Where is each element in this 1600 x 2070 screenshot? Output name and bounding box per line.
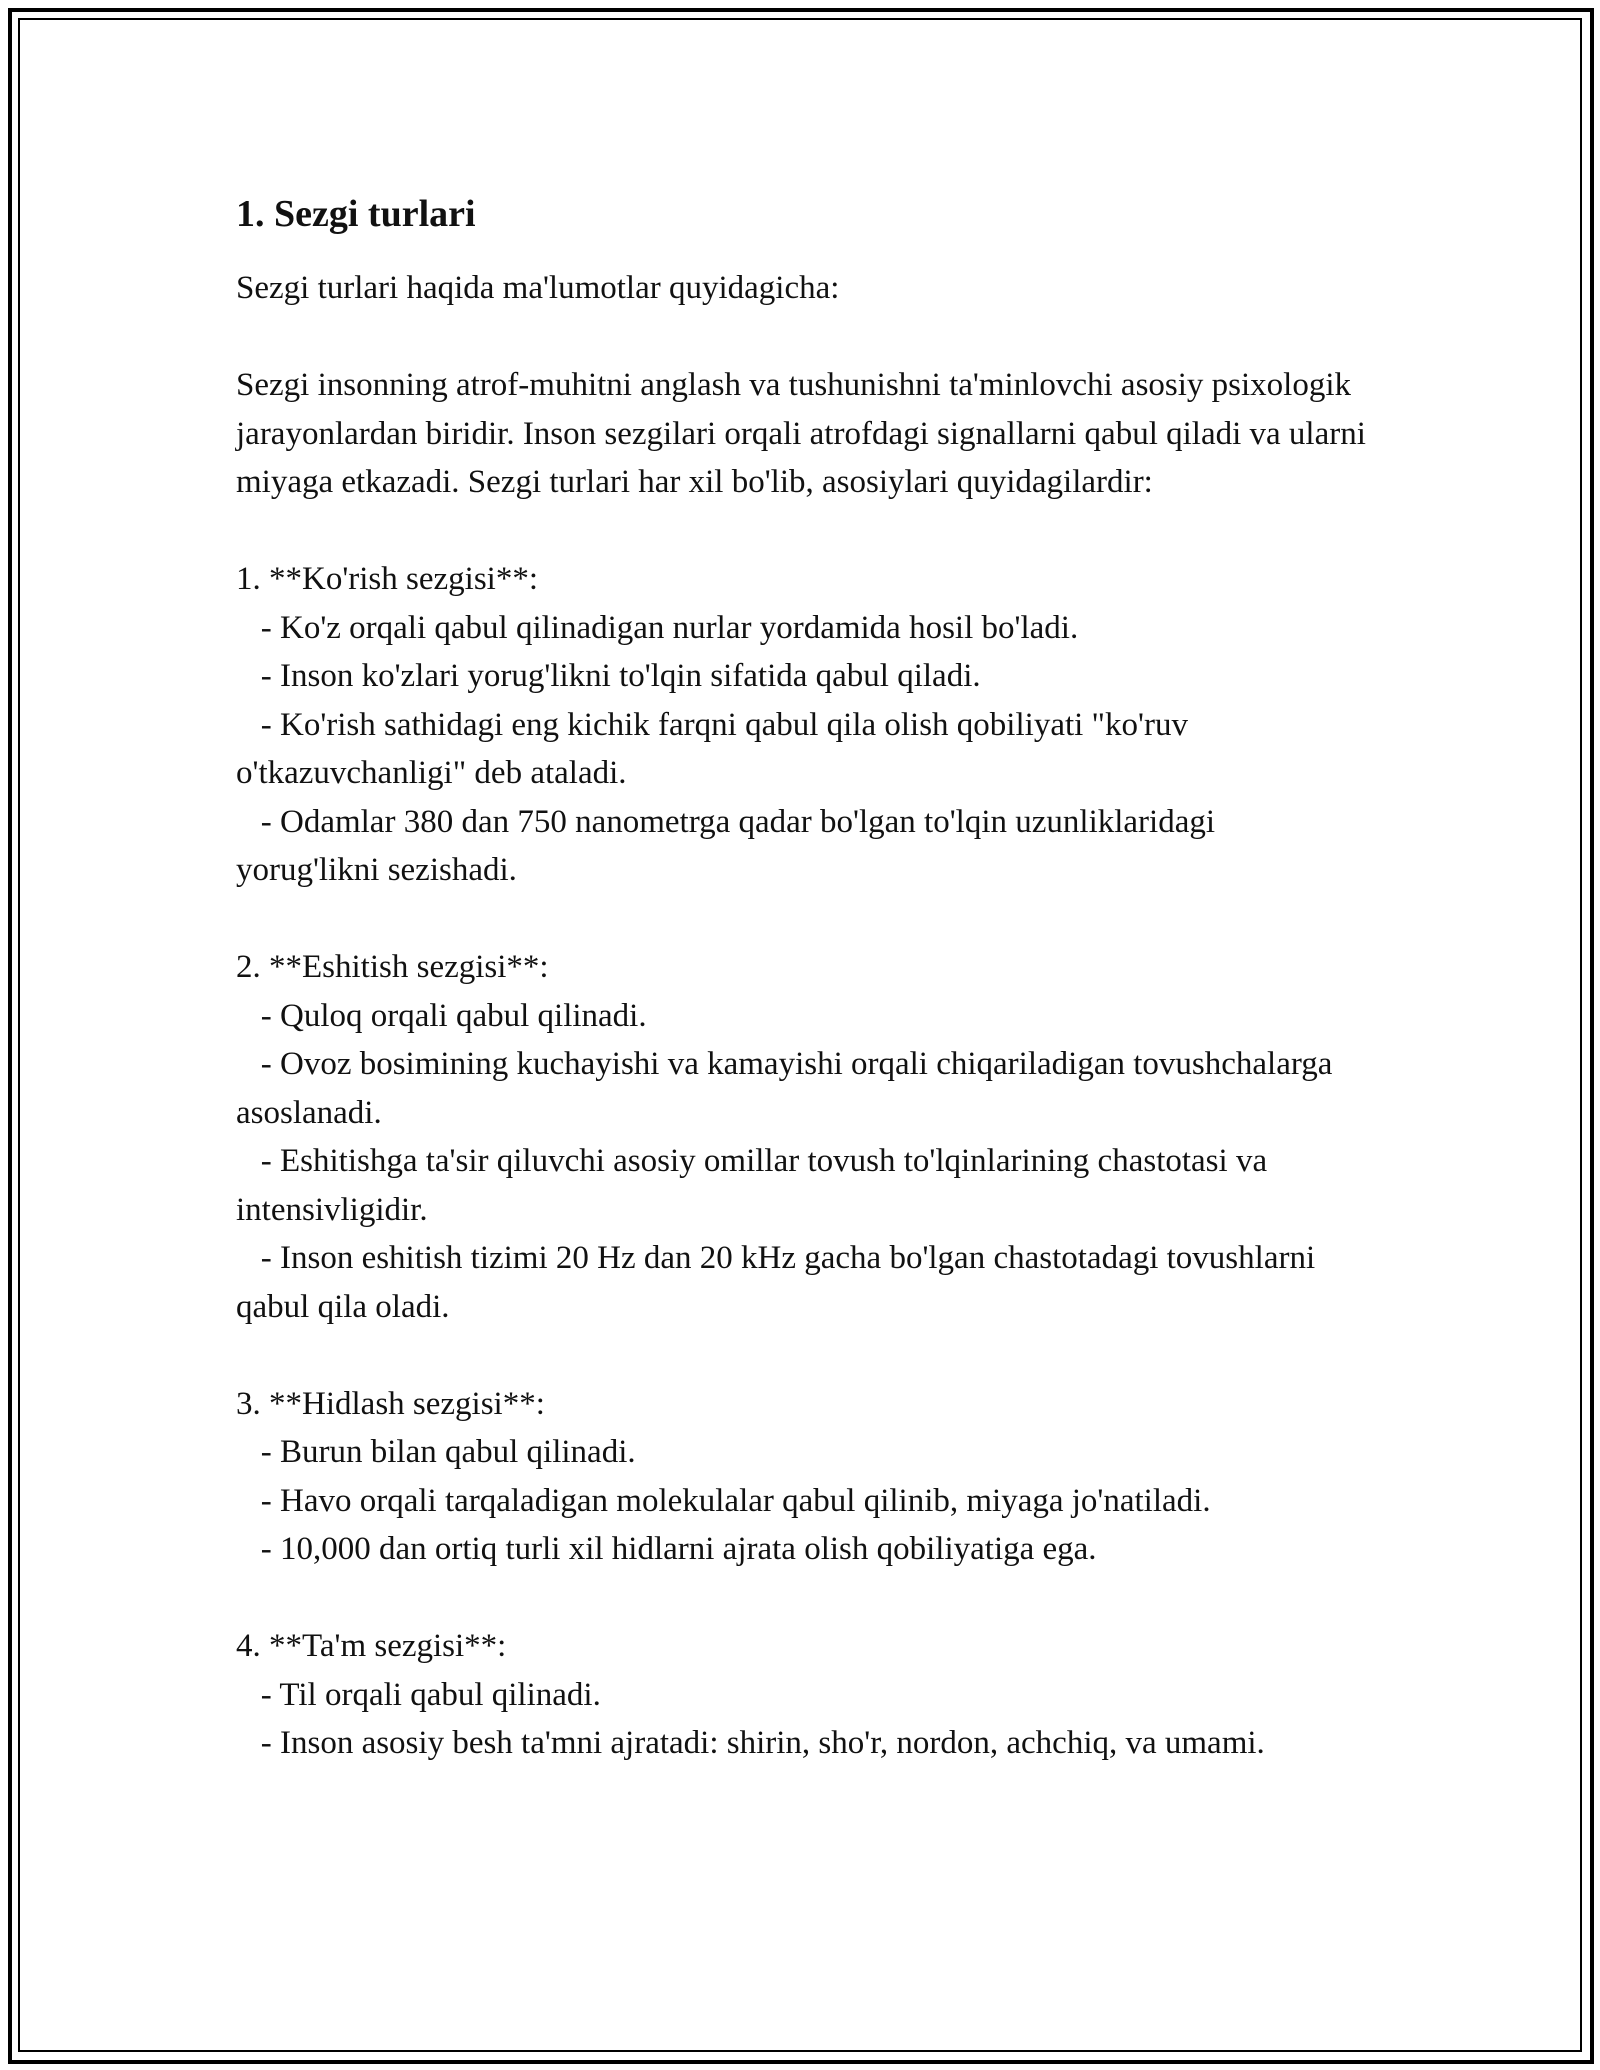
section-vision [236,555,1366,895]
spacer [236,1574,1366,1623]
bullet-item: - Eshitishga ta'sir qiluvchi asosiy omillar tovush to'lqinlarining chastotasi va intensivligidir. [236,1143,1276,1228]
section-hearing [236,943,1366,1331]
bullet-item: - Ko'z orqali qabul qilinadigan nurlar yordamida hosil bo'ladi. [236,609,1079,646]
bullet-item: - Quloq orqali qabul qilinadi. [236,997,647,1034]
bullet-item: - Odamlar 380 dan 750 nanometrga qadar bo'lgan to'lqin uzunliklaridagi yorug'likni sezishadi. [236,803,1224,888]
spacer [236,313,1366,362]
section-heading: 2. **Eshitish sezgisi**: [236,949,549,985]
bullet-item: - Ko'rish sathidagi eng kichik farqni qabul qila olish qobiliyati "ko'ruv o'tkazuvchanligi" deb ataladi. [236,706,1197,791]
bullet-item: - Inson asosiy besh ta'mni ajratadi: shirin, sho'r, nordon, achchiq, va umami. [236,1725,1265,1761]
bullet-item: - Burun bilan qabul qilinadi. [236,1434,636,1470]
intro-paragraph: Sezgi insonning atrof-muhitni anglash va tushunishni ta'minlovchi asosiy psixologik jarayonlardan biridir. Inson sezgilari orqali atrofdagi signallarni qabul qiladi va ularni miyaga etkazadi. Sezgi turlari har xil bo'lib, asosiylari quyidagilardir: [236,367,1375,500]
document-body [236,184,1375,1768]
bullet-item: - Havo orqali tarqaladigan molekulalar qabul qilinib, miyaga jo'natiladi. [236,1482,1211,1519]
page-title: 1. Sezgi turlari [236,193,476,235]
spacer [236,507,1366,556]
intro-text: Sezgi turlari haqida ma'lumotlar quyidagicha: [236,270,840,306]
bullet-item: - Inson eshitish tizimi 20 Hz dan 20 kHz gacha bo'lgan chastotadagi tovushlarni qabul qila oladi. [236,1240,1324,1325]
bullet-item: - 10,000 dan ortiq turli xil hidlarni ajrata olish qobiliyatiga ega. [236,1531,1097,1567]
spacer [236,895,1366,944]
section-heading: 4. **Ta'm sezgisi**: [236,1628,507,1664]
bullet-item: - Inson ko'zlari yorug'likni to'lqin sifatida qabul qiladi. [236,658,981,694]
section-heading: 3. **Hidlash sezgisi**: [236,1385,545,1422]
bullet-item: - Til orqali qabul qilinadi. [236,1676,601,1713]
spacer [236,1331,1366,1380]
bullet-item: - Ovoz bosimining kuchayishi va kamayishi orqali chiqariladigan tovushchalarga asoslanadi. [236,1046,1341,1131]
section-heading: 1. **Ko'rish sezgisi**: [236,561,539,597]
section-smell [236,1380,1366,1574]
section-taste [236,1622,1366,1768]
